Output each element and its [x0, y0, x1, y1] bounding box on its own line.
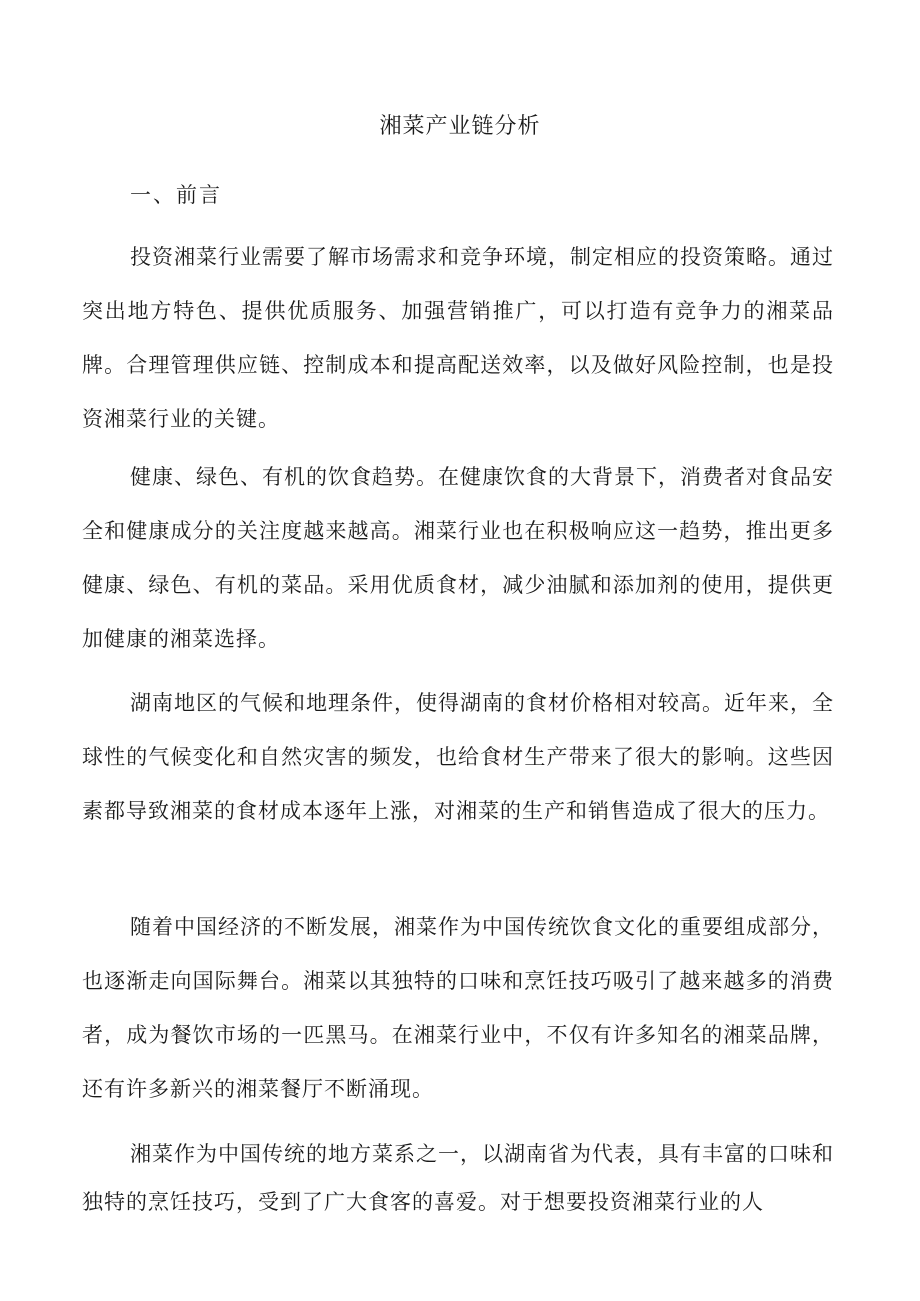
paragraph-5: 湘菜作为中国传统的地方菜系之一，以湖南省为代表，具有丰富的口味和独特的烹饪技巧，受到了广大食客的喜爱。对于想要投资湘菜行业的人: [82, 1142, 834, 1214]
section-heading: 一、前言: [130, 183, 222, 207]
paragraph-1: 投资湘菜行业需要了解市场需求和竞争环境，制定相应的投资策略。通过突出地方特色、提供优质服务、加强营销推广，可以打造有竞争力的湘菜品牌。合理管理供应链、控制成本和提高配送效率，以及做好风险控制，也是投资湘菜行业的关键。: [82, 245, 834, 431]
document-title: 湘菜产业链分析: [379, 114, 541, 139]
paragraph-2: 健康、绿色、有机的饮食趋势。在健康饮食的大背景下，消费者对食品安全和健康成分的关注度越来越高。湘菜行业也在积极响应这一趋势，推出更多健康、绿色、有机的菜品。采用优质食材，减少油腻和添加剂的使用，提供更加健康的湘菜选择。: [82, 465, 834, 651]
paragraph-3: 湖南地区的气候和地理条件，使得湖南的食材价格相对较高。近年来，全球性的气候变化和自然灾害的频发，也给食材生产带来了很大的影响。这些因素都导致湘菜的食材成本逐年上涨，对湘菜的生产和销售造成了很大的压力。: [82, 691, 834, 823]
paragraph-4: 随着中国经济的不断发展，湘菜作为中国传统饮食文化的重要组成部分，也逐渐走向国际舞台。湘菜以其独特的口味和烹饪技巧吸引了越来越多的消费者，成为餐饮市场的一匹黑马。在湘菜行业中，不仅有许多知名的湘菜品牌，还有许多新兴的湘菜餐厅不断涌现。: [82, 915, 834, 1101]
